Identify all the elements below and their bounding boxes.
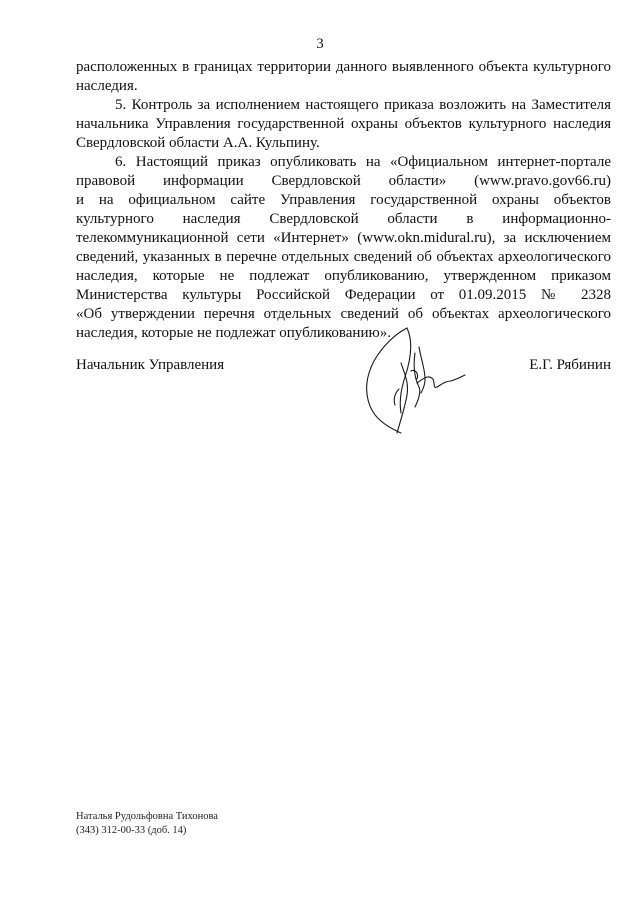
signature-row (76, 355, 611, 377)
text-line: Свердловской области А.А. Кульпину. (76, 135, 320, 151)
text-line: 6. Настоящий приказ опубликовать на «Официальном интернет-портале (115, 154, 611, 170)
page-number: 3 (316, 36, 324, 52)
text-line: «Об утверждении перечня отдельных сведений об объектах археологического (76, 306, 611, 322)
paragraph-item-5 (76, 96, 611, 153)
text-line: телекоммуникационной сети «Интернет» (www.okn.midural.ru), за исключением (76, 230, 611, 246)
text-line: Министерства культуры Российской Федерации от 01.09.2015 № 2328 (76, 287, 611, 303)
signatory-position: Начальник Управления (76, 357, 225, 373)
executor-phone: (343) 312-00-33 (доб. 14) (76, 825, 187, 836)
executor-info (76, 810, 218, 838)
text-line: 5. Контроль за исполнением настоящего приказа возложить на Заместителя (115, 97, 611, 113)
signatory-name: Е.Г. Рябинин (529, 357, 611, 373)
paragraph-continuation (76, 58, 611, 96)
text-line: наследия, которые не подлежат опубликованию». (76, 325, 391, 341)
text-line: сведений, указанных в перечне отдельных сведений об объектах археологического (76, 249, 611, 265)
text-line: наследия, которые не подлежат опубликованию, утвержденном приказом (76, 268, 611, 284)
text-line: культурного наследия Свердловской области в информационно- (76, 211, 611, 227)
text-line: начальника Управления государственной охраны объектов культурного наследия (76, 116, 611, 132)
executor-name: Наталья Рудольфовна Тихонова (76, 811, 218, 822)
text-line: расположенных в границах территории данного выявленного объекта культурного (76, 59, 611, 75)
paragraph-item-6 (76, 153, 611, 343)
handwritten-signature (355, 323, 475, 443)
text-line: наследия. (76, 78, 138, 94)
text-line: и на официальном сайте Управления государственной охраны объектов (76, 192, 611, 208)
text-line: правовой информации Свердловской области» (www.pravo.gov66.ru) (76, 173, 611, 189)
